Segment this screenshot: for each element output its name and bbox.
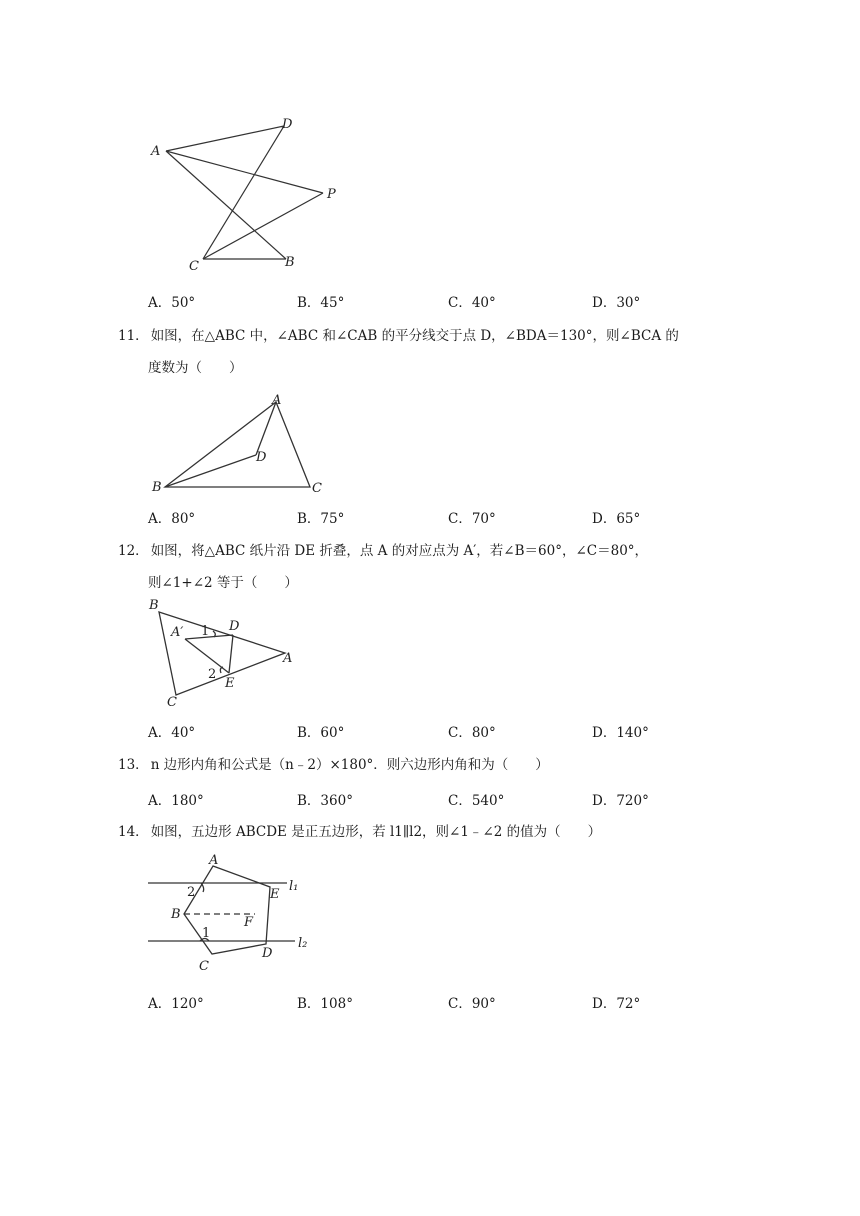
option-a[interactable]: A．40° [148, 725, 196, 741]
figure-q14 [145, 850, 325, 980]
figure-q10 [140, 110, 360, 280]
label-B: B [149, 598, 159, 613]
options-q12 [0, 721, 860, 741]
option-d[interactable]: D．140° [592, 725, 649, 741]
question-14 [118, 822, 738, 842]
label-E: E [270, 887, 280, 902]
question-number: 11． [118, 328, 149, 344]
label-D: D [256, 450, 267, 465]
angle-2-label: 2 [208, 667, 217, 682]
label-P: P [327, 187, 336, 202]
option-d[interactable]: D．72° [592, 996, 641, 1012]
question-13 [118, 755, 738, 775]
label-C: C [167, 695, 177, 710]
question-12 [118, 541, 738, 561]
angle-1-label: 1 [202, 926, 211, 941]
option-c[interactable]: C．90° [448, 996, 496, 1012]
option-b[interactable]: B．60° [297, 725, 345, 741]
option-a[interactable]: A．120° [148, 996, 204, 1012]
label-C: C [312, 481, 322, 496]
label-D: D [282, 117, 293, 132]
label-B: B [171, 907, 181, 922]
label-A: A [209, 853, 219, 868]
question-text: 如图，在△ABC 中，∠ABC 和∠CAB 的平分线交于点 D，∠BDA＝130°，则∠BCA 的 [150, 328, 679, 344]
question-number: 14． [118, 824, 149, 840]
figure-q12 [145, 594, 305, 710]
option-c[interactable]: C．80° [448, 725, 496, 741]
option-d[interactable]: D．65° [592, 511, 641, 527]
figure-q11 [150, 390, 350, 500]
question-number: 13． [118, 757, 149, 773]
option-d[interactable]: D．720° [592, 793, 649, 809]
label-D: D [229, 619, 240, 634]
geometry-diagram-q10 [140, 110, 360, 280]
label-C: C [189, 259, 199, 274]
options-q11 [0, 507, 860, 527]
option-c[interactable]: C．40° [448, 295, 496, 311]
options-q10 [0, 291, 860, 311]
option-d[interactable]: D．30° [592, 295, 641, 311]
question-12-line2: 则∠1+∠2 等于（ ） [148, 575, 298, 591]
angle-1-label: 1 [201, 624, 210, 639]
option-b[interactable]: B．45° [297, 295, 345, 311]
label-A: A [151, 144, 161, 159]
label-A-prime: A′ [171, 625, 184, 640]
label-E: E [225, 676, 235, 691]
question-11 [118, 326, 738, 346]
option-a[interactable]: A．180° [148, 793, 204, 809]
label-B: B [285, 255, 295, 270]
geometry-diagram-q12 [145, 594, 305, 710]
options-q14 [0, 992, 860, 1012]
question-text: 如图，五边形 ABCDE 是正五边形，若 l1∥l2，则∠1﹣∠2 的值为（ ） [150, 824, 602, 840]
geometry-diagram-q11 [150, 390, 350, 500]
label-A: A [283, 651, 293, 666]
label-A: A [272, 393, 282, 408]
label-C: C [199, 959, 209, 974]
option-c[interactable]: C．70° [448, 511, 496, 527]
label-l1: l₁ [289, 879, 299, 894]
label-B: B [152, 480, 162, 495]
option-a[interactable]: A．50° [148, 295, 196, 311]
option-a[interactable]: A．80° [148, 511, 196, 527]
option-c[interactable]: C．540° [448, 793, 505, 809]
option-b[interactable]: B．75° [297, 511, 345, 527]
label-l2: l₂ [298, 936, 308, 951]
option-b[interactable]: B．108° [297, 996, 353, 1012]
angle-2-label: 2 [187, 885, 196, 900]
label-F: F [244, 915, 254, 930]
geometry-diagram-q14 [145, 850, 325, 980]
label-D: D [262, 946, 273, 961]
question-text: n 边形内角和公式是（n﹣2）×180°．则六边形内角和为（ ） [150, 757, 549, 773]
question-11-line2: 度数为（ ） [148, 360, 243, 376]
options-q13 [0, 789, 860, 809]
option-b[interactable]: B．360° [297, 793, 353, 809]
question-text: 如图，将△ABC 纸片沿 DE 折叠，点 A 的对应点为 A′，若∠B＝60°，∠C＝80°， [150, 543, 649, 559]
question-number: 12． [118, 543, 149, 559]
